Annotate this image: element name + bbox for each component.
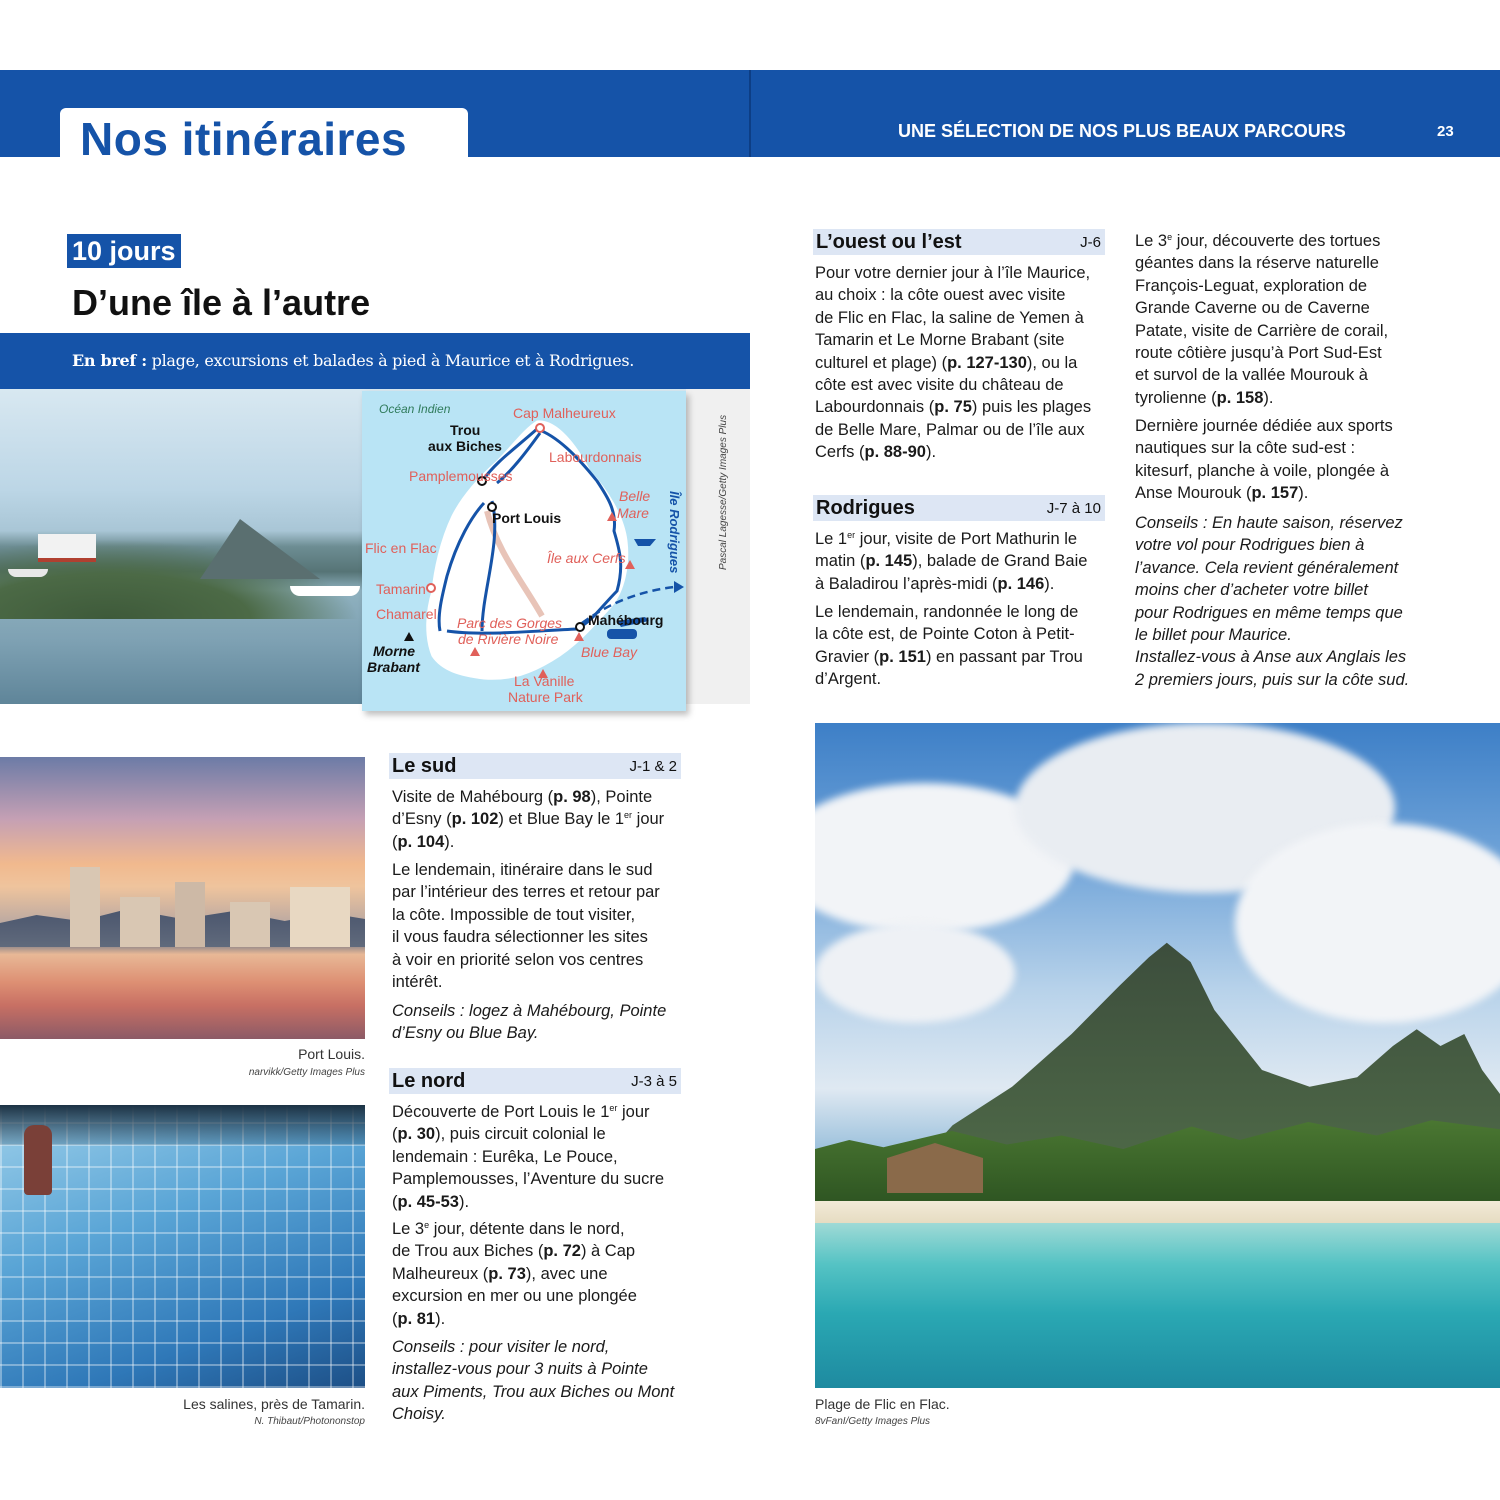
text-line: d’Argent. [815,670,882,689]
text-line: culturel et plage) (p. 127-130), ou la [815,353,1078,372]
map-belle-mare-1: Belle [619,488,651,504]
text-line: kitesurf, planche à voile, plongée à [1135,461,1390,480]
text-line: côte est avec visite du château de [815,376,1064,395]
map-morne-1: Morne [373,643,415,659]
rodrigues-tip [1135,512,1409,691]
salines-credit: N. Thibaut/Photononstop [254,1416,365,1427]
page-number: 23 [1437,123,1454,140]
flic-en-flac-photo [815,723,1500,1388]
flic-credit: 8vFanI/Getty Images Plus [815,1416,931,1427]
map-pamplemousses: Pamplemousses [409,468,513,484]
rodrigues-arrow [674,581,684,593]
nord-paragraph-1 [392,1101,664,1213]
text-line: de Trou aux Biches (p. 72) à Cap [392,1242,636,1261]
boat-icon [634,539,656,546]
text-line: Le lendemain, itinéraire dans le sud [392,861,653,879]
port-louis-credit: narvikk/Getty Images Plus [248,1067,365,1078]
text-line: Pour votre dernier jour à l’île Maurice, [815,264,1091,282]
sud-paragraph-2 [392,859,660,993]
map-chamarel: Chamarel [376,606,437,622]
text-line: Grande Caverne ou de Caverne [1135,299,1370,318]
text-line: l’avance. Cela revient généralement [1135,558,1399,577]
section-days-sud: J-1 & 2 [629,758,677,775]
text-line: Labourdonnais (p. 75) puis les plages [815,398,1092,417]
marker-morne [404,632,414,641]
section-title-nord: Le nord [392,1070,466,1092]
text-line: 2 premiers jours, puis sur la côte sud. [1135,670,1410,689]
section-title-rodrigues: Rodrigues [816,497,915,519]
text-line: François-Leguat, exploration de [1135,276,1368,295]
photo-beach [815,1201,1500,1223]
sud-tip [392,1000,666,1045]
text-line: Visite de Mahébourg (p. 98), Pointe [392,788,653,806]
photo-cloud [815,923,1015,1023]
photo-dark-band [0,1105,365,1145]
section-header-sud [389,753,681,779]
photo-boat-small [8,569,48,577]
port-louis-caption: Port Louis. [298,1046,365,1062]
itinerary-map [362,391,686,711]
text-line: tyrolienne (p. 158). [1135,388,1274,407]
salines-caption: Les salines, près de Tamarin. [183,1396,365,1412]
text-line: géantes dans la réserve naturelle [1135,254,1379,273]
photo-person [24,1125,52,1195]
text-line: (p. 45-53). [392,1192,470,1211]
text-line: lendemain : Eurêka, Le Pouce, [392,1147,618,1166]
map-gorges-1: Parc des Gorges [457,615,563,631]
header-subtitle: UNE SÉLECTION DE NOS PLUS BEAUX PARCOURS [898,121,1346,141]
text-line: la côte. Impossible de tout visiter, [392,905,636,924]
text-line: installez-vous pour 3 nuits à Pointe [392,1360,648,1379]
text-line: (p. 81). [392,1309,446,1328]
brief-content: plage, excursions et balades à pied à Maurice et à Rodrigues. [151,351,635,370]
marker-mahebourg [576,623,584,631]
section-header-ouest [813,229,1105,255]
text-line: intérêt. [392,973,443,992]
ouest-paragraph [815,262,1091,464]
sud-paragraph-1 [392,786,664,853]
map-gorges-2: de Rivière Noire [458,631,559,647]
rodrigues-paragraph-1 [815,528,1087,595]
photo-water [815,1223,1500,1388]
section-title-sud: Le sud [392,755,457,777]
text-line: Le 1er jour, visite de Port Mathurin le [815,530,1078,548]
text-line: route côtière jusqu’à Port Sud-Est [1135,344,1382,363]
text-line: Malheureux (p. 73), avec une [392,1264,608,1283]
rodrigues-paragraph-2 [815,601,1083,691]
text-line: Patate, visite de Carrière de corail, [1135,321,1389,340]
map-belle-mare-2: Mare [617,505,649,521]
text-line: il vous faudra sélectionner les sites [392,928,648,947]
text-line: d’Esny (p. 102) et Blue Bay le 1er jour [392,810,665,829]
map-mahebourg: Mahébourg [588,612,664,628]
text-line: Conseils : pour visiter le nord, [392,1338,610,1356]
rodrigues-paragraph-4 [1135,415,1393,505]
text-line: Installez-vous à Anse aux Anglais les [1135,648,1407,667]
map-trou-2: aux Biches [428,438,502,454]
text-line: Pamplemousses, l’Aventure du sucre [392,1170,665,1189]
photo-house [38,534,96,562]
text-line: de Flic en Flac, la saline de Yemen à [815,308,1084,327]
text-line: Dernière journée dédiée aux sports [1135,417,1393,435]
text-line: Tamarin et Le Morne Brabant (site [815,331,1065,350]
map-port-louis: Port Louis [492,510,562,526]
text-line: Choisy. [392,1405,446,1424]
text-line: par l’intérieur des terres et retour par [392,883,660,902]
text-line: matin (p. 145), balade de Grand Baie [815,552,1088,571]
section-title: Nos itinéraires [80,113,408,165]
text-line: la côte est, de Pointe Coton à Petit- [815,625,1075,644]
brief-text [72,351,634,370]
section-days-rodrigues: J-7 à 10 [1046,500,1101,517]
text-line: pour Rodrigues en même temps que [1135,603,1403,622]
text-line: d’Esny ou Blue Bay. [392,1024,539,1043]
photo-building [175,882,205,947]
map-trou-1: Trou [450,422,481,438]
rodrigues-paragraph-3 [1135,230,1388,409]
map-vanille-1: La Vanille [514,673,575,689]
text-line: excursion en mer ou une plongée [392,1287,637,1306]
marker-tamarin [427,584,435,592]
section-header-nord [389,1068,681,1094]
nord-tip [392,1336,674,1426]
photo-building [290,887,350,947]
text-line: de Belle Mare, Palmar ou de l’île aux [815,420,1085,439]
map-cap-malheureux: Cap Malheureux [513,405,616,421]
section-title-ouest: L’ouest ou l’est [816,231,962,253]
nord-paragraph-2 [392,1218,637,1330]
text-line: Conseils : En haute saison, réservez [1135,514,1403,532]
text-line: Découverte de Port Louis le 1er jour [392,1103,650,1121]
text-line: à voir en priorité selon vos centres [392,950,644,969]
map-tamarin: Tamarin [376,581,426,597]
text-line: et survol de la vallée Mourouk à [1135,366,1368,385]
map-photo-credit: Pascal Lagesse/Getty Images Plus [718,414,729,570]
brief-label: En bref : [72,351,147,370]
map-ocean: Océan Indien [379,402,451,416]
map-rodrigues: Île Rodrigues [667,491,682,574]
text-line: Le lendemain, randonnée le long de [815,603,1079,621]
itinerary-title: D’une île à l’autre [72,282,371,323]
photo-building [230,902,270,947]
map-vanille-2: Nature Park [508,689,583,705]
text-line: Conseils : logez à Mahébourg, Pointe [392,1002,667,1020]
map-morne-2: Brabant [367,659,420,675]
map-blue-bay: Blue Bay [581,644,638,660]
text-line: (p. 104). [392,832,455,851]
photo-boat [290,586,360,596]
section-header-rodrigues [813,495,1105,521]
port-louis-photo [0,757,365,1039]
text-line: nautiques sur la côte sud-est : [1135,439,1356,458]
text-line: à Baladirou l’après-midi (p. 146). [815,574,1055,593]
map-flic-en-flac: Flic en Flac [365,540,437,556]
section-days-nord: J-3 à 5 [631,1073,677,1090]
text-line: le billet pour Maurice. [1135,626,1292,645]
duration-badge: 10 jours [67,234,181,268]
flic-caption: Plage de Flic en Flac. [815,1396,950,1412]
text-line: Gravier (p. 151) en passant par Trou [815,647,1083,666]
photo-peak [200,519,320,579]
text-line: votre vol pour Rodrigues bien à [1135,536,1365,555]
photo-building [120,897,160,947]
text-line: aux Piments, Trou aux Biches ou Mont [392,1382,675,1401]
text-line: (p. 30), puis circuit colonial le [392,1125,606,1144]
car-icon [607,629,637,639]
salines-photo [0,1105,365,1388]
section-days-ouest: J-6 [1080,234,1101,251]
map-labourdonnais: Labourdonnais [549,449,642,465]
brief-bar [0,333,750,389]
text-line: Anse Mourouk (p. 157). [1135,484,1309,503]
text-line: Le 3e jour, détente dans le nord, [392,1220,625,1238]
text-line: Le 3e jour, découverte des tortues [1135,232,1381,250]
text-line: au choix : la côte ouest avec visite [815,286,1066,305]
photo-building [70,867,100,947]
marker-cap [536,424,544,432]
text-line: moins cher d’acheter votre billet [1135,581,1368,600]
map-ile-aux-cerfs: Île aux Cerfs [547,550,626,566]
page-fold [749,70,751,157]
text-line: Cerfs (p. 88-90). [815,443,937,462]
